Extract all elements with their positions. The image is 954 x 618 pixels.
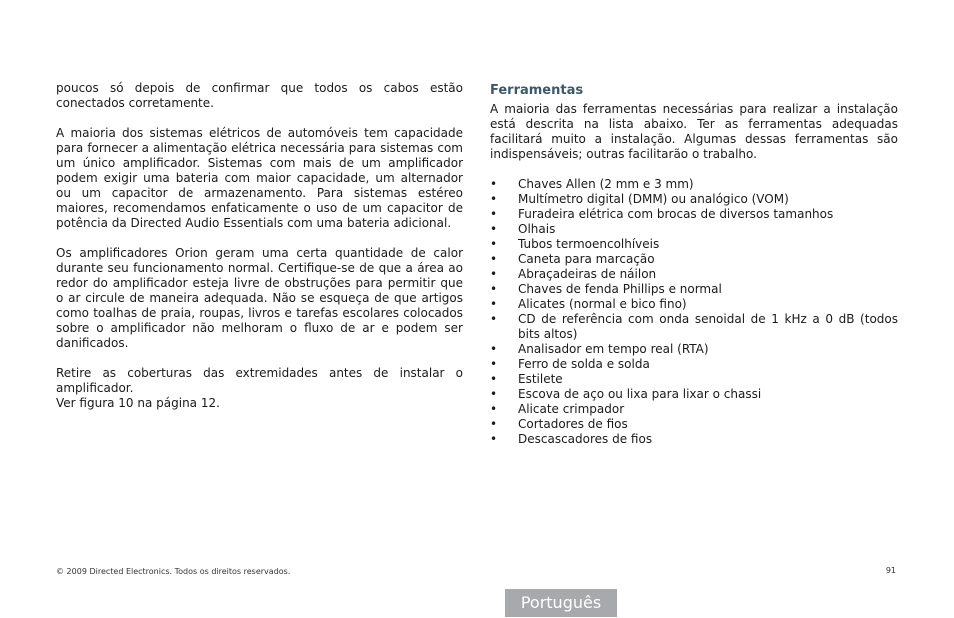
list-item	[490, 372, 898, 387]
bullet-icon: •	[490, 252, 498, 266]
copyright-notice: © 2009 Directed Electronics. Todos os direitos reservados.	[56, 567, 291, 576]
paragraph-heat-ventilation: Os amplificadores Orion geram uma certa quantidade de calor durante seu funcionamento normal. Certifique-se de que a área ao redor do amplificador esteja livre de obstruções para permitir que o ar circule de maneira adequada. Não se esqueça de que artigos como toalhas de praia, roupas, livros e tarefas escolares colocados sobre o amplificador não melhoram o fluxo de ar e podem ser danificados.	[56, 246, 463, 350]
section-heading-tools: Ferramentas	[490, 83, 584, 98]
language-tab: Português	[505, 589, 617, 617]
list-item	[490, 267, 898, 282]
bullet-icon: •	[490, 237, 498, 251]
paragraph-electrical-systems: A maioria dos sistemas elétricos de automóveis tem capacidade para fornecer a alimentação elétrica necessária para sistemas com um único amplificador. Sistemas com mais de um amplificador podem exigir uma bateria com maior capacidade, um alternador ou um capacitor de armazenamento. Para sistemas estéreo maiores, recomendamos enfaticamente o uso de um capacitor de potência da Directed Audio Essentials com uma bateria adicional.	[56, 126, 463, 230]
right-column	[490, 81, 898, 447]
bullet-icon: •	[490, 177, 498, 191]
tools-list	[490, 177, 898, 447]
list-item	[490, 432, 898, 447]
tool-label: Furadeira elétrica com brocas de diversos tamanhos	[518, 207, 834, 221]
list-item	[490, 312, 898, 342]
paragraph-cable-check: poucos só depois de confirmar que todos os cabos estão conectados corretamente.	[56, 81, 463, 110]
bullet-icon: •	[490, 267, 498, 281]
bullet-icon: •	[490, 342, 498, 356]
tool-label: Chaves de fenda Phillips e normal	[518, 282, 722, 296]
list-item	[490, 357, 898, 372]
paragraph-end-covers: Retire as coberturas das extremidades antes de instalar o amplificador. Ver figura 10 na página 12.	[56, 366, 463, 410]
list-item	[490, 342, 898, 357]
tool-label: Cortadores de fios	[518, 417, 628, 431]
tool-label: Estilete	[518, 372, 563, 386]
tool-label: Descascadores de fios	[518, 432, 653, 446]
bullet-icon: •	[490, 207, 498, 221]
tool-label: Chaves Allen (2 mm e 3 mm)	[518, 177, 694, 191]
list-item	[490, 207, 898, 222]
list-item	[490, 252, 898, 267]
bullet-icon: •	[490, 297, 498, 311]
list-item	[490, 402, 898, 417]
tools-intro-paragraph: A maioria das ferramentas necessárias para realizar a instalação está descrita na lista abaixo. Ter as ferramentas adequadas facilitará muito a instalação. Algumas dessas ferramentas são indispensáveis; outras facilitarão o trabalho.	[490, 102, 898, 161]
list-item	[490, 417, 898, 432]
list-item	[490, 387, 898, 402]
list-item	[490, 192, 898, 207]
bullet-icon: •	[490, 282, 498, 296]
tool-label: Alicate crimpador	[518, 402, 625, 416]
tool-label: Escova de aço ou lixa para lixar o chassi	[518, 387, 762, 401]
bullet-icon: •	[490, 312, 498, 326]
bullet-icon: •	[490, 417, 498, 431]
tool-label: CD de referência com onda senoidal de 1 kHz a 0 dB (todos bits altos)	[518, 312, 898, 341]
list-item	[490, 222, 898, 237]
tool-label: Tubos termoencolhíveis	[518, 237, 660, 251]
tool-label: Olhais	[518, 222, 556, 236]
list-item	[490, 177, 898, 192]
bullet-icon: •	[490, 372, 498, 386]
tool-label: Caneta para marcação	[518, 252, 655, 266]
tool-label: Analisador em tempo real (RTA)	[518, 342, 709, 356]
page-number: 91	[885, 566, 896, 575]
bullet-icon: •	[490, 192, 498, 206]
bullet-icon: •	[490, 222, 498, 236]
bullet-icon: •	[490, 402, 498, 416]
list-item	[490, 297, 898, 312]
tool-label: Abraçadeiras de náilon	[518, 267, 657, 281]
bullet-icon: •	[490, 357, 498, 371]
tool-label: Multímetro digital (DMM) ou analógico (VOM)	[518, 192, 789, 206]
bullet-icon: •	[490, 387, 498, 401]
tool-label: Ferro de solda e solda	[518, 357, 650, 371]
bullet-icon: •	[490, 432, 498, 446]
tool-label: Alicates (normal e bico fino)	[518, 297, 687, 311]
list-item	[490, 282, 898, 297]
left-column	[56, 81, 463, 411]
list-item	[490, 237, 898, 252]
